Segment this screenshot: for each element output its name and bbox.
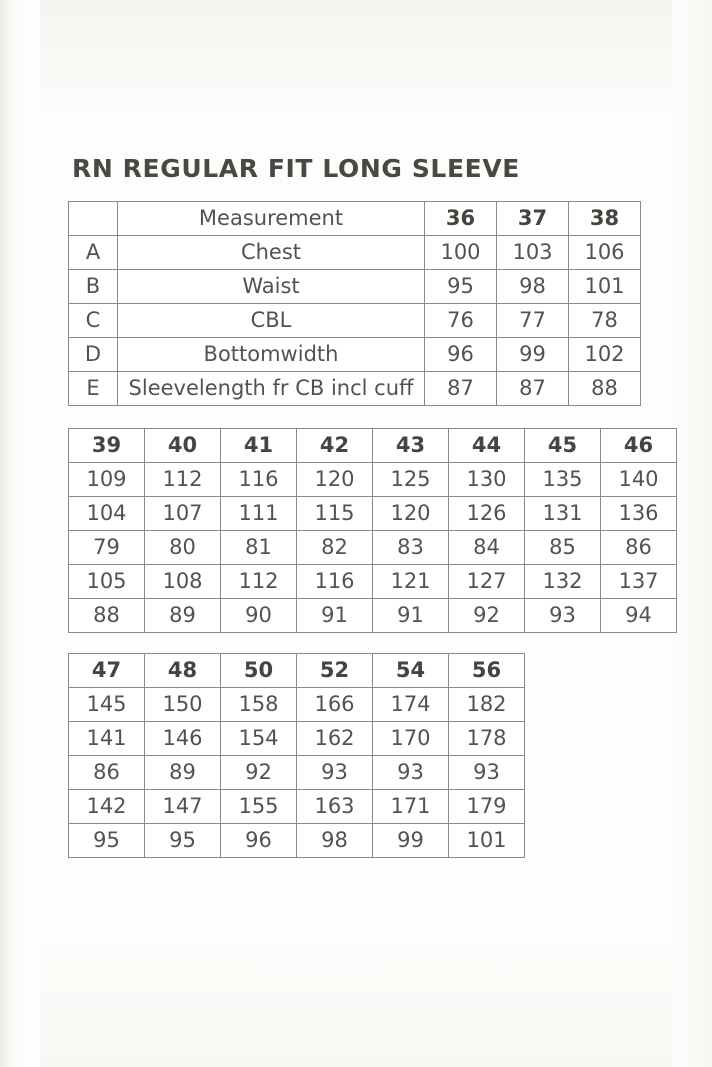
row-value: 77 xyxy=(497,304,569,338)
row-value: 116 xyxy=(221,463,297,497)
row-value: 158 xyxy=(221,688,297,722)
row-value: 171 xyxy=(373,790,449,824)
row-value: 125 xyxy=(373,463,449,497)
row-value: 135 xyxy=(525,463,601,497)
row-value: 140 xyxy=(601,463,677,497)
table-row xyxy=(69,531,677,565)
row-value: 101 xyxy=(569,270,641,304)
table-row xyxy=(69,688,525,722)
row-value: 86 xyxy=(601,531,677,565)
row-value: 127 xyxy=(449,565,525,599)
table-row xyxy=(69,463,677,497)
header-cell-size-43: 43 xyxy=(373,429,449,463)
row-value: 174 xyxy=(373,688,449,722)
row-value: 150 xyxy=(145,688,221,722)
row-value: 93 xyxy=(449,756,525,790)
row-value: 95 xyxy=(425,270,497,304)
header-cell-size-48: 48 xyxy=(145,654,221,688)
row-value: 179 xyxy=(449,790,525,824)
row-value: 79 xyxy=(69,531,145,565)
row-value: 142 xyxy=(69,790,145,824)
row-value: 98 xyxy=(497,270,569,304)
row-value: 115 xyxy=(297,497,373,531)
row-letter: E xyxy=(69,372,118,406)
page-title: RN REGULAR FIT LONG SLEEVE xyxy=(72,154,520,183)
row-value: 78 xyxy=(569,304,641,338)
row-value: 107 xyxy=(145,497,221,531)
row-value: 96 xyxy=(221,824,297,858)
row-value: 91 xyxy=(373,599,449,633)
row-name: Waist xyxy=(118,270,425,304)
row-value: 166 xyxy=(297,688,373,722)
measurements-table-sizes-36-38 xyxy=(68,201,641,406)
row-value: 162 xyxy=(297,722,373,756)
row-value: 89 xyxy=(145,599,221,633)
row-value: 88 xyxy=(69,599,145,633)
row-value: 86 xyxy=(69,756,145,790)
row-value: 163 xyxy=(297,790,373,824)
header-cell-size-46: 46 xyxy=(601,429,677,463)
row-value: 96 xyxy=(425,338,497,372)
row-value: 91 xyxy=(297,599,373,633)
table-row xyxy=(69,722,525,756)
header-cell-size-54: 54 xyxy=(373,654,449,688)
row-value: 105 xyxy=(69,565,145,599)
row-value: 90 xyxy=(221,599,297,633)
row-value: 106 xyxy=(569,236,641,270)
row-value: 147 xyxy=(145,790,221,824)
table-row xyxy=(69,824,525,858)
header-cell-size-41: 41 xyxy=(221,429,297,463)
row-value: 98 xyxy=(297,824,373,858)
row-value: 94 xyxy=(601,599,677,633)
table-row xyxy=(69,304,641,338)
row-value: 137 xyxy=(601,565,677,599)
row-value: 155 xyxy=(221,790,297,824)
row-value: 112 xyxy=(145,463,221,497)
row-value: 82 xyxy=(297,531,373,565)
header-cell-size-45: 45 xyxy=(525,429,601,463)
row-value: 130 xyxy=(449,463,525,497)
row-value: 95 xyxy=(69,824,145,858)
row-value: 103 xyxy=(497,236,569,270)
measurements-table-sizes-39-46 xyxy=(68,428,677,633)
row-value: 88 xyxy=(569,372,641,406)
row-value: 132 xyxy=(525,565,601,599)
row-value: 83 xyxy=(373,531,449,565)
row-value: 99 xyxy=(373,824,449,858)
row-value: 93 xyxy=(525,599,601,633)
row-value: 112 xyxy=(221,565,297,599)
row-value: 93 xyxy=(373,756,449,790)
row-value: 108 xyxy=(145,565,221,599)
row-value: 101 xyxy=(449,824,525,858)
table-row xyxy=(69,338,641,372)
row-value: 141 xyxy=(69,722,145,756)
table-header-row xyxy=(69,429,677,463)
row-name: Chest xyxy=(118,236,425,270)
row-value: 126 xyxy=(449,497,525,531)
row-value: 182 xyxy=(449,688,525,722)
row-value: 80 xyxy=(145,531,221,565)
row-value: 121 xyxy=(373,565,449,599)
row-letter: A xyxy=(69,236,118,270)
row-value: 109 xyxy=(69,463,145,497)
table-row xyxy=(69,565,677,599)
table-row xyxy=(69,497,677,531)
row-value: 93 xyxy=(297,756,373,790)
table-row xyxy=(69,236,641,270)
row-value: 178 xyxy=(449,722,525,756)
row-name: Sleevelength fr CB incl cuff xyxy=(118,372,425,406)
row-value: 100 xyxy=(425,236,497,270)
row-letter: B xyxy=(69,270,118,304)
header-cell-size-56: 56 xyxy=(449,654,525,688)
row-value: 154 xyxy=(221,722,297,756)
row-value: 170 xyxy=(373,722,449,756)
header-cell-size-42: 42 xyxy=(297,429,373,463)
table-row xyxy=(69,270,641,304)
row-value: 76 xyxy=(425,304,497,338)
header-cell-size-44: 44 xyxy=(449,429,525,463)
row-name: Bottomwidth xyxy=(118,338,425,372)
row-value: 85 xyxy=(525,531,601,565)
row-value: 120 xyxy=(373,497,449,531)
row-value: 92 xyxy=(449,599,525,633)
row-value: 145 xyxy=(69,688,145,722)
row-value: 99 xyxy=(497,338,569,372)
row-value: 87 xyxy=(497,372,569,406)
table-row xyxy=(69,599,677,633)
header-cell-measurement: Measurement xyxy=(118,202,425,236)
table-row xyxy=(69,756,525,790)
header-cell-size-37: 37 xyxy=(497,202,569,236)
row-value: 136 xyxy=(601,497,677,531)
header-cell-size-38: 38 xyxy=(569,202,641,236)
row-value: 120 xyxy=(297,463,373,497)
table-header-row xyxy=(69,654,525,688)
row-value: 131 xyxy=(525,497,601,531)
measurements-table-sizes-47-56 xyxy=(68,653,525,858)
row-value: 95 xyxy=(145,824,221,858)
row-value: 102 xyxy=(569,338,641,372)
table-row xyxy=(69,372,641,406)
row-value: 89 xyxy=(145,756,221,790)
table-row xyxy=(69,790,525,824)
row-letter: D xyxy=(69,338,118,372)
row-value: 81 xyxy=(221,531,297,565)
header-cell-size-39: 39 xyxy=(69,429,145,463)
header-cell-size-52: 52 xyxy=(297,654,373,688)
row-letter: C xyxy=(69,304,118,338)
row-value: 92 xyxy=(221,756,297,790)
header-cell-letter xyxy=(69,202,118,236)
row-value: 104 xyxy=(69,497,145,531)
row-value: 84 xyxy=(449,531,525,565)
row-value: 116 xyxy=(297,565,373,599)
header-cell-size-40: 40 xyxy=(145,429,221,463)
row-value: 87 xyxy=(425,372,497,406)
header-cell-size-50: 50 xyxy=(221,654,297,688)
row-name: CBL xyxy=(118,304,425,338)
row-value: 146 xyxy=(145,722,221,756)
table-header-row xyxy=(69,202,641,236)
header-cell-size-36: 36 xyxy=(425,202,497,236)
header-cell-size-47: 47 xyxy=(69,654,145,688)
row-value: 111 xyxy=(221,497,297,531)
